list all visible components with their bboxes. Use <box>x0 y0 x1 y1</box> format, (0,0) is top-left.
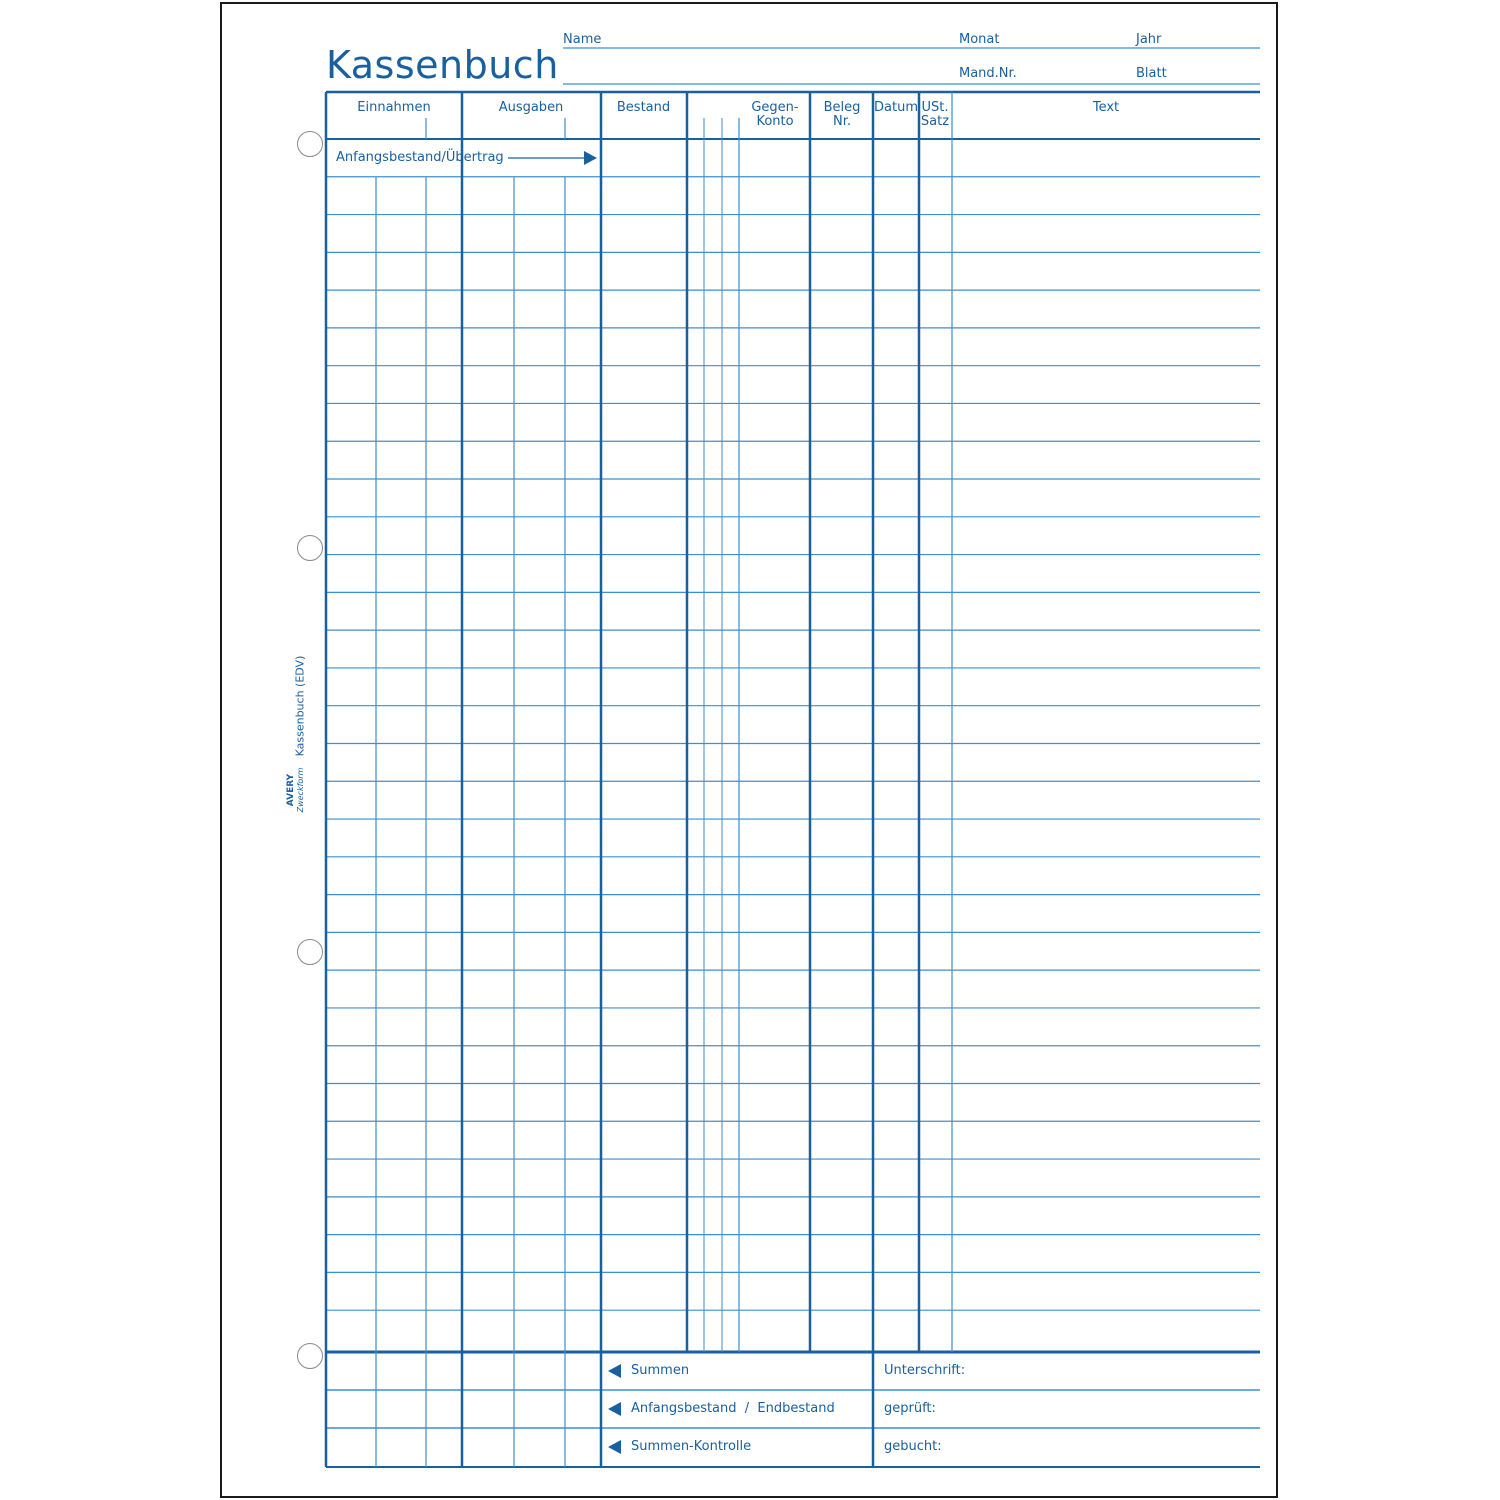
brand-logo <box>286 768 306 813</box>
monat-field-label: Monat <box>959 32 1000 47</box>
brand-sub: Zweckform <box>296 767 305 813</box>
unterschrift-label: Unterschrift: <box>884 1363 966 1378</box>
arrow-right-icon <box>508 151 597 165</box>
gegenkonto-line-1: Gegen- <box>751 100 799 115</box>
triangle-left-icon <box>608 1402 621 1416</box>
name-field-label: Name <box>563 32 602 47</box>
gegenkonto-line-2: Konto <box>756 114 794 129</box>
beleg-line-2: Nr. <box>832 114 851 129</box>
form-title: Kassenbuch <box>326 43 559 87</box>
mand-nr-field-label: Mand.Nr. <box>959 66 1017 81</box>
column-header-einnahmen: Einnahmen <box>357 100 431 115</box>
column-header-beleg <box>811 101 873 129</box>
column-header-ausgaben: Ausgaben <box>498 100 564 115</box>
column-header-bestand: Bestand <box>616 100 671 115</box>
ust-line-1: USt. <box>921 100 949 115</box>
blatt-field-label: Blatt <box>1136 66 1167 81</box>
footer-kontrolle-label: Summen-Kontrolle <box>631 1439 752 1454</box>
beleg-line-1: Beleg <box>823 100 861 115</box>
jahr-field-label: Jahr <box>1136 32 1162 47</box>
footer-summen-label: Summen <box>631 1363 690 1378</box>
footer-bestand-label: Anfangsbestand / Endbestand <box>631 1401 835 1416</box>
side-form-label: Kassenbuch (EDV) <box>293 655 307 757</box>
opening-balance-label: Anfangsbestand/Übertrag <box>336 150 504 165</box>
brand-name: AVERY <box>286 773 296 807</box>
triangle-left-icon <box>608 1364 621 1378</box>
ust-line-2: Satz <box>920 114 950 129</box>
column-header-text: Text <box>1092 100 1120 115</box>
geprueft-label: geprüft: <box>884 1401 936 1416</box>
triangle-left-icon <box>608 1440 621 1454</box>
gebucht-label: gebucht: <box>884 1439 942 1454</box>
column-header-ust <box>919 101 951 129</box>
column-header-datum: Datum <box>874 100 918 115</box>
column-header-gegenkonto <box>740 101 810 129</box>
